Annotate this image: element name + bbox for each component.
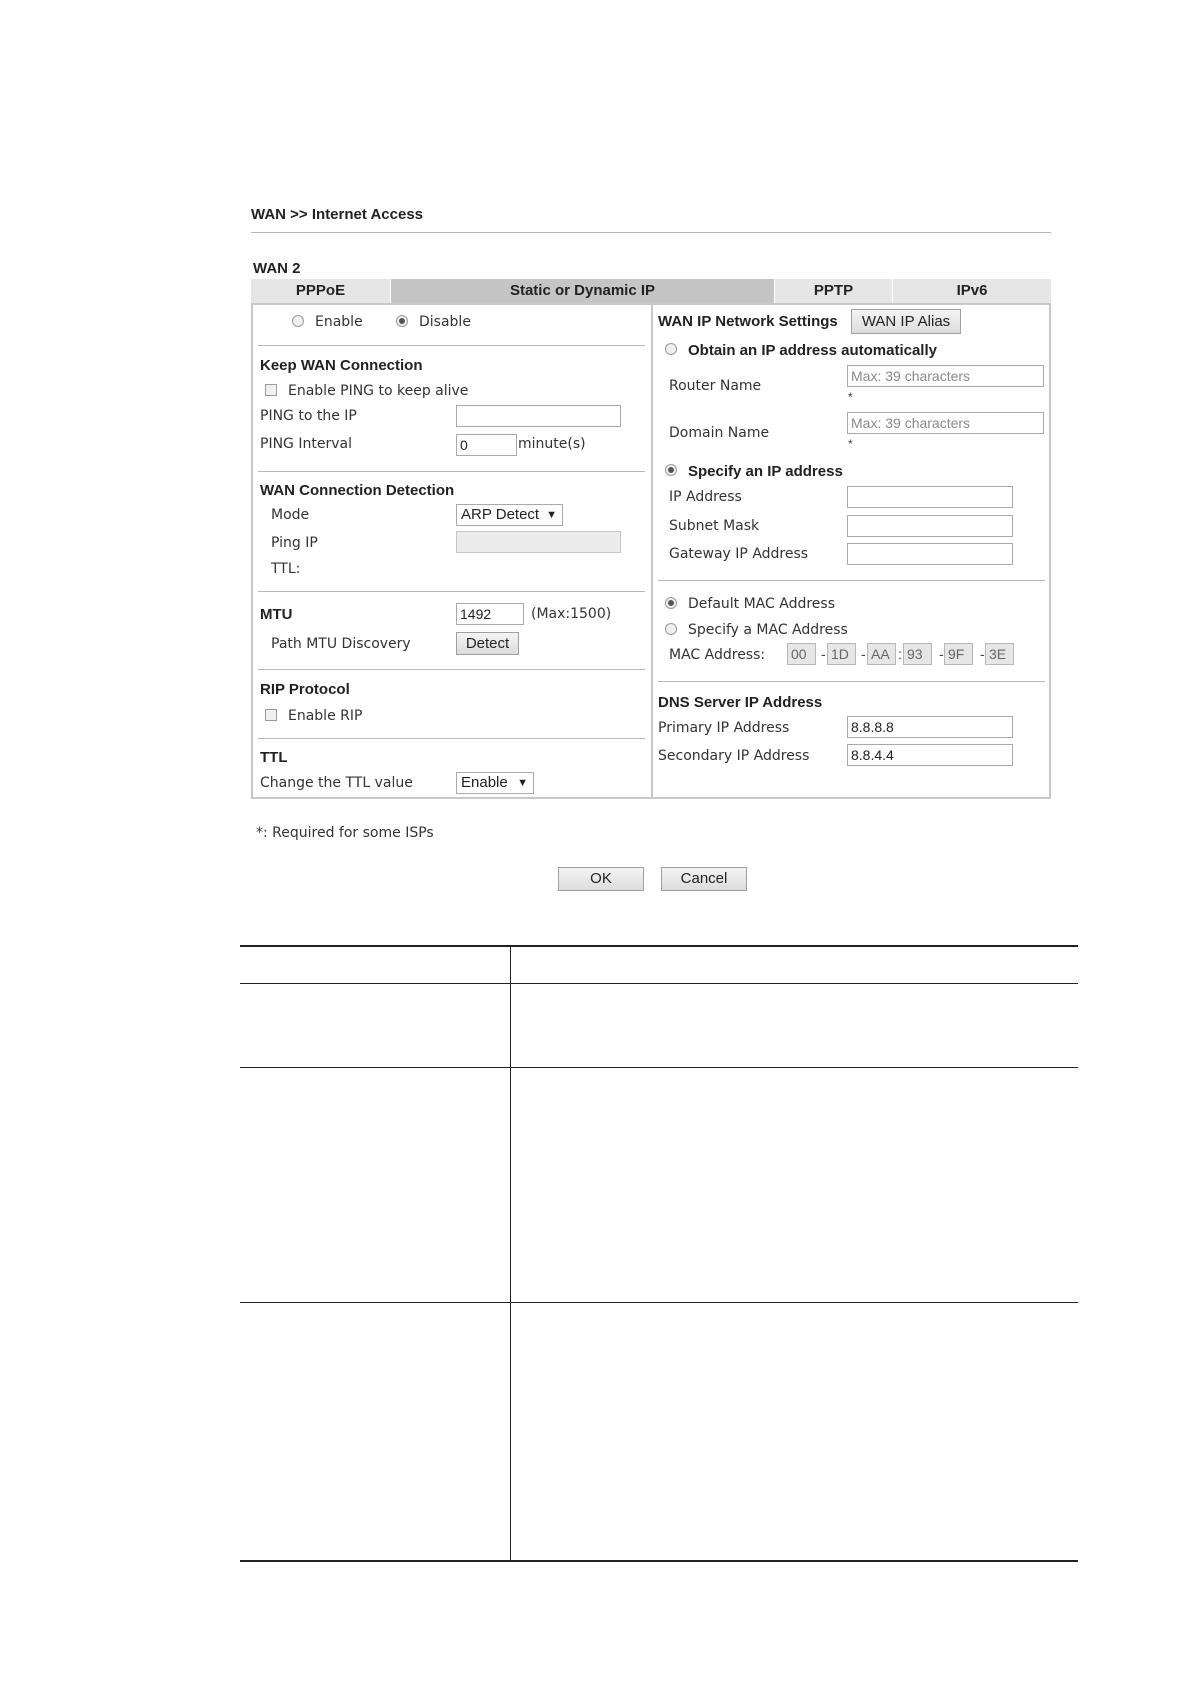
ttl-detection-label: TTL:	[271, 561, 301, 577]
section-divider	[658, 681, 1045, 682]
enable-radio[interactable]	[292, 315, 304, 327]
primary-dns-input[interactable]: 8.8.8.8	[847, 716, 1013, 738]
specify-mac-radio[interactable]	[665, 623, 677, 635]
dropdown-arrow-icon: ▼	[546, 509, 557, 521]
wan-ip-alias-button[interactable]: WAN IP Alias	[851, 309, 961, 334]
gateway-ip-label: Gateway IP Address	[669, 546, 809, 562]
footnote: *: Required for some ISPs	[256, 825, 434, 841]
obtain-ip-label: Obtain an IP address automatically	[688, 342, 937, 359]
subnet-mask-input[interactable]	[847, 515, 1013, 537]
required-mark: *	[848, 390, 853, 404]
ok-button[interactable]: OK	[558, 867, 644, 891]
detection-ping-ip-label: Ping IP	[271, 535, 318, 551]
enable-label: Enable	[315, 314, 363, 330]
mode-label: Mode	[271, 507, 310, 523]
ping-interval-label: PING Interval	[260, 436, 352, 452]
table-bottom-rule	[240, 1560, 1078, 1562]
obtain-ip-radio[interactable]	[665, 343, 677, 355]
tab-ipv6[interactable]: IPv6	[956, 282, 988, 299]
section-divider	[258, 591, 645, 592]
mac-separator: -	[821, 646, 826, 662]
ping-interval-unit: minute(s)	[518, 436, 586, 452]
disable-radio[interactable]	[396, 315, 408, 327]
tab-pptp[interactable]: PPTP	[775, 279, 893, 303]
ping-keepalive-checkbox[interactable]	[265, 384, 277, 396]
table-column-rule	[510, 945, 511, 1561]
section-divider	[258, 345, 645, 346]
table-top-rule	[240, 945, 1078, 947]
change-ttl-label: Change the TTL value	[260, 775, 413, 791]
mac-octet-5[interactable]: 9F	[944, 643, 973, 665]
column-divider	[651, 305, 653, 797]
mac-octet-6[interactable]: 3E	[985, 643, 1014, 665]
ttl-value: Enable	[461, 774, 508, 791]
gateway-ip-input[interactable]	[847, 543, 1013, 565]
path-mtu-label: Path MTU Discovery	[271, 636, 411, 652]
table-header-rule	[240, 983, 1078, 984]
router-name-input[interactable]: Max: 39 characters	[847, 365, 1044, 387]
ip-address-label: IP Address	[669, 489, 742, 505]
table-row-rule	[240, 1067, 1078, 1068]
enable-rip-label: Enable RIP	[288, 708, 363, 724]
ping-ip-input[interactable]	[456, 405, 621, 427]
table-row-rule	[240, 1302, 1078, 1303]
mac-octet-4[interactable]: 93	[903, 643, 932, 665]
required-mark: *	[848, 437, 853, 451]
primary-dns-label: Primary IP Address	[658, 720, 790, 736]
specify-mac-label: Specify a MAC Address	[688, 622, 848, 638]
tab-bar	[251, 279, 1051, 303]
ping-keepalive-label: Enable PING to keep alive	[288, 383, 469, 399]
specify-ip-radio[interactable]	[665, 464, 677, 476]
keep-wan-title: Keep WAN Connection	[260, 357, 423, 374]
mac-address-label: MAC Address:	[669, 647, 766, 663]
tab-pppoe[interactable]: PPPoE	[251, 279, 391, 303]
secondary-dns-input[interactable]: 8.8.4.4	[847, 744, 1013, 766]
ip-address-input[interactable]	[847, 486, 1013, 508]
section-divider	[658, 580, 1045, 581]
section-divider	[258, 738, 645, 739]
secondary-dns-label: Secondary IP Address	[658, 748, 810, 764]
mode-value: ARP Detect	[461, 506, 540, 523]
breadcrumb-divider	[251, 232, 1051, 233]
ttl-select[interactable]	[456, 772, 534, 794]
mac-octet-1[interactable]: 00	[787, 643, 816, 665]
detect-button[interactable]: Detect	[456, 632, 519, 655]
section-divider	[258, 669, 645, 670]
mac-octet-2[interactable]: 1D	[827, 643, 856, 665]
breadcrumb: WAN >> Internet Access	[251, 206, 424, 223]
default-mac-radio[interactable]	[665, 597, 677, 609]
mac-separator: :	[898, 646, 902, 662]
mac-separator: -	[861, 646, 866, 662]
mac-separator: -	[980, 646, 985, 662]
tab-static-dynamic-ip[interactable]: Static or Dynamic IP	[391, 279, 775, 303]
dns-title: DNS Server IP Address	[658, 694, 823, 711]
domain-name-label: Domain Name	[669, 425, 770, 441]
router-name-label: Router Name	[669, 378, 762, 394]
detection-title: WAN Connection Detection	[260, 482, 455, 499]
section-divider	[258, 471, 645, 472]
subnet-mask-label: Subnet Mask	[669, 518, 760, 534]
default-mac-label: Default MAC Address	[688, 596, 835, 612]
disable-label: Disable	[419, 314, 471, 330]
detection-ping-ip-input[interactable]	[456, 531, 621, 553]
mac-separator: -	[939, 646, 944, 662]
dropdown-arrow-icon: ▼	[517, 777, 528, 789]
ping-ip-label: PING to the IP	[260, 408, 357, 424]
mac-octet-3[interactable]: AA	[867, 643, 896, 665]
specify-ip-label: Specify an IP address	[688, 463, 843, 480]
mtu-title: MTU	[260, 606, 293, 623]
rip-title: RIP Protocol	[260, 681, 350, 698]
mtu-max-label: (Max:1500)	[531, 606, 612, 622]
mode-select[interactable]	[456, 504, 563, 526]
domain-name-input[interactable]: Max: 39 characters	[847, 412, 1044, 434]
cancel-button[interactable]: Cancel	[661, 867, 747, 891]
enable-rip-checkbox[interactable]	[265, 709, 277, 721]
page-title: WAN 2	[253, 260, 301, 277]
wan-ip-network-title: WAN IP Network Settings	[658, 313, 838, 330]
mtu-input[interactable]: 1492	[456, 603, 524, 625]
ping-interval-input[interactable]: 0	[456, 434, 517, 456]
ttl-title: TTL	[260, 749, 288, 766]
